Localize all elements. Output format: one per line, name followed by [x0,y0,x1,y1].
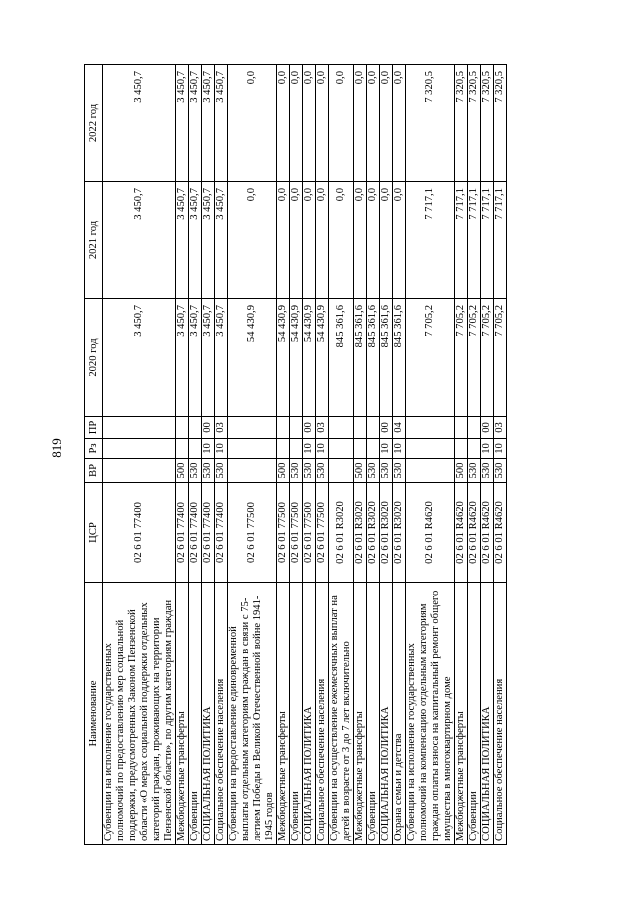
row-csr: 02 6 01 R3020 [367,483,380,583]
header-csr: ЦСР [85,483,103,583]
row-2020: 7 705,2 [468,299,481,417]
page-number: 819 [49,438,64,458]
row-2021: 7 717,1 [481,182,494,299]
row-2021: 7 717,1 [406,182,455,299]
row-2021: 0,0 [329,182,354,299]
table-row [455,65,468,845]
row-2022: 0,0 [303,65,316,182]
row-rz [468,439,481,459]
row-vr: 530 [494,459,507,483]
row-csr: 02 6 01 77400 [176,483,189,583]
row-2020: 54 430,9 [303,299,316,417]
row-rz [455,439,468,459]
row-vr [228,459,277,483]
row-csr: 02 6 01 77400 [189,483,202,583]
table-row [367,65,380,845]
row-pr [455,417,468,439]
row-pr [189,417,202,439]
row-2020: 3 450,7 [103,299,176,417]
row-pr [329,417,354,439]
table-row [189,65,202,845]
row-2021: 0,0 [290,182,303,299]
row-rz [290,439,303,459]
row-rz [103,439,176,459]
table-header-row [85,65,103,845]
row-2020: 845 361,6 [354,299,367,417]
row-csr: 02 6 01 77500 [277,483,290,583]
row-vr: 530 [290,459,303,483]
row-pr: 00 [481,417,494,439]
row-2020: 7 705,2 [494,299,507,417]
row-pr [228,417,277,439]
row-csr: 02 6 01 R3020 [354,483,367,583]
row-name: Субвенции [468,583,481,845]
row-name: Межбюджетные трансферты [455,583,468,845]
table-row [277,65,290,845]
header-rz: Рз [85,439,103,459]
row-2021: 3 450,7 [189,182,202,299]
header-2022: 2022 год [85,65,103,182]
row-2021: 3 450,7 [215,182,228,299]
row-2022: 0,0 [277,65,290,182]
row-2022: 0,0 [367,65,380,182]
row-2021: 0,0 [354,182,367,299]
row-2020: 7 705,2 [406,299,455,417]
row-vr: 500 [354,459,367,483]
row-vr: 530 [215,459,228,483]
row-csr: 02 6 01 R3020 [329,483,354,583]
row-pr [277,417,290,439]
row-pr: 03 [215,417,228,439]
table-row [468,65,481,845]
row-2022: 0,0 [354,65,367,182]
row-2021: 0,0 [277,182,290,299]
row-2022: 3 450,7 [189,65,202,182]
row-name: Социальное обеспечение населения [494,583,507,845]
row-2022: 0,0 [316,65,329,182]
row-csr: 02 6 01 R3020 [393,483,406,583]
row-pr [176,417,189,439]
row-rz [277,439,290,459]
row-csr: 02 6 01 R4620 [455,483,468,583]
row-2021: 0,0 [380,182,393,299]
row-vr: 530 [367,459,380,483]
row-2020: 845 361,6 [367,299,380,417]
header-2021: 2021 год [85,182,103,299]
header-2020: 2020 год [85,299,103,417]
row-2020: 845 361,6 [393,299,406,417]
row-rz [228,439,277,459]
table-row [481,65,494,845]
row-2021: 0,0 [303,182,316,299]
row-2020: 7 705,2 [481,299,494,417]
table-row [316,65,329,845]
row-pr [290,417,303,439]
row-name: Субвенции [189,583,202,845]
row-csr: 02 6 01 R4620 [468,483,481,583]
table-row [202,65,215,845]
row-name: Субвенции [367,583,380,845]
row-name: Социальное обеспечение населения [316,583,329,845]
row-2022: 3 450,7 [103,65,176,182]
row-pr [406,417,455,439]
row-vr: 530 [393,459,406,483]
row-csr: 02 6 01 77400 [103,483,176,583]
row-name: Субвенции на исполнение государственных полномочий на компенсацию отдельным категориям граждан оплаты взноса на капитальный ремонт общего имущества в многоквартирном доме [406,583,455,845]
row-name: СОЦИАЛЬНАЯ ПОЛИТИКА [202,583,215,845]
row-csr: 02 6 01 R4620 [494,483,507,583]
row-2021: 3 450,7 [202,182,215,299]
row-rz: 10 [380,439,393,459]
row-pr: 00 [202,417,215,439]
table-row [303,65,316,845]
row-rz [354,439,367,459]
row-pr [103,417,176,439]
row-rz: 10 [215,439,228,459]
row-csr: 02 6 01 R4620 [406,483,455,583]
table-row [215,65,228,845]
row-pr: 03 [494,417,507,439]
row-vr: 530 [468,459,481,483]
row-rz: 10 [303,439,316,459]
row-2021: 0,0 [228,182,277,299]
row-2022: 7 320,5 [494,65,507,182]
row-2020: 3 450,7 [215,299,228,417]
table-row [329,65,354,845]
header-vr: ВР [85,459,103,483]
table-row [176,65,189,845]
row-csr: 02 6 01 77500 [228,483,277,583]
row-2020: 54 430,9 [290,299,303,417]
row-csr: 02 6 01 77400 [215,483,228,583]
row-vr: 500 [176,459,189,483]
row-2020: 54 430,9 [316,299,329,417]
row-2021: 0,0 [316,182,329,299]
row-vr: 530 [316,459,329,483]
row-rz [189,439,202,459]
row-name: СОЦИАЛЬНАЯ ПОЛИТИКА [481,583,494,845]
row-pr [354,417,367,439]
row-2021: 7 717,1 [455,182,468,299]
row-vr: 500 [455,459,468,483]
row-pr: 03 [316,417,329,439]
row-2020: 54 430,9 [228,299,277,417]
row-csr: 02 6 01 77500 [316,483,329,583]
row-2020: 845 361,6 [329,299,354,417]
row-csr: 02 6 01 77400 [202,483,215,583]
row-name: Субвенции на осуществление ежемесячных выплат на детей в возрасте от 3 до 7 лет включительно [329,583,354,845]
table-body [103,65,507,845]
row-rz [367,439,380,459]
row-2021: 0,0 [393,182,406,299]
row-rz [176,439,189,459]
row-pr: 00 [303,417,316,439]
row-csr: 02 6 01 77500 [303,483,316,583]
row-2022: 7 320,5 [468,65,481,182]
table-row [494,65,507,845]
row-vr: 530 [303,459,316,483]
budget-table-rotated [84,65,564,845]
row-csr: 02 6 01 R4620 [481,483,494,583]
row-name: Социальное обеспечение населения [215,583,228,845]
row-2020: 7 705,2 [455,299,468,417]
row-rz: 10 [494,439,507,459]
table-row [354,65,367,845]
row-pr [367,417,380,439]
row-2021: 0,0 [367,182,380,299]
header-pr: ПР [85,417,103,439]
row-name: Охрана семьи и детства [393,583,406,845]
row-rz [406,439,455,459]
table-row [103,65,176,845]
budget-table [84,64,507,845]
row-2022: 3 450,7 [176,65,189,182]
row-rz: 10 [481,439,494,459]
row-rz: 10 [316,439,329,459]
row-2020: 3 450,7 [202,299,215,417]
row-2021: 3 450,7 [176,182,189,299]
table-row [406,65,455,845]
row-pr: 04 [393,417,406,439]
row-2022: 3 450,7 [202,65,215,182]
table-row [380,65,393,845]
row-name: Субвенции [290,583,303,845]
row-vr [329,459,354,483]
row-csr: 02 6 01 R3020 [380,483,393,583]
row-csr: 02 6 01 77500 [290,483,303,583]
row-2021: 3 450,7 [103,182,176,299]
row-2022: 7 320,5 [481,65,494,182]
table-row [228,65,277,845]
row-vr [103,459,176,483]
row-2022: 0,0 [329,65,354,182]
row-name: Субвенции на исполнение государственных полномочий по предоставлению мер социальной поддержки, предусмотренных Законом Пензенской области «О мерах социальной поддержки отдельных категорий граждан, проживающих на территории Пензенской области», по другим категориям граждан [103,583,176,845]
header-name: Наименование [85,583,103,845]
row-rz [329,439,354,459]
row-name: Субвенции на предоставление единовременной выплаты отдельным категориям граждан в связи с 75-летием Победы в Великой Отечественной войне 1941-1945 годов [228,583,277,845]
row-name: СОЦИАЛЬНАЯ ПОЛИТИКА [380,583,393,845]
row-2022: 0,0 [380,65,393,182]
row-rz: 10 [393,439,406,459]
row-pr: 00 [380,417,393,439]
row-2022: 0,0 [290,65,303,182]
row-2021: 7 717,1 [494,182,507,299]
row-2022: 7 320,5 [406,65,455,182]
row-name: Межбюджетные трансферты [176,583,189,845]
row-rz: 10 [202,439,215,459]
row-vr: 500 [277,459,290,483]
row-2020: 845 361,6 [380,299,393,417]
row-vr [406,459,455,483]
row-vr: 530 [380,459,393,483]
table-row [290,65,303,845]
row-vr: 530 [189,459,202,483]
row-2020: 3 450,7 [189,299,202,417]
row-name: Межбюджетные трансферты [277,583,290,845]
row-2022: 0,0 [228,65,277,182]
row-2022: 3 450,7 [215,65,228,182]
row-2022: 7 320,5 [455,65,468,182]
row-2020: 3 450,7 [176,299,189,417]
row-2021: 7 717,1 [468,182,481,299]
row-2022: 0,0 [393,65,406,182]
row-vr: 530 [202,459,215,483]
row-pr [468,417,481,439]
row-name: Межбюджетные трансферты [354,583,367,845]
row-name: СОЦИАЛЬНАЯ ПОЛИТИКА [303,583,316,845]
row-2020: 54 430,9 [277,299,290,417]
row-vr: 530 [481,459,494,483]
table-row [393,65,406,845]
